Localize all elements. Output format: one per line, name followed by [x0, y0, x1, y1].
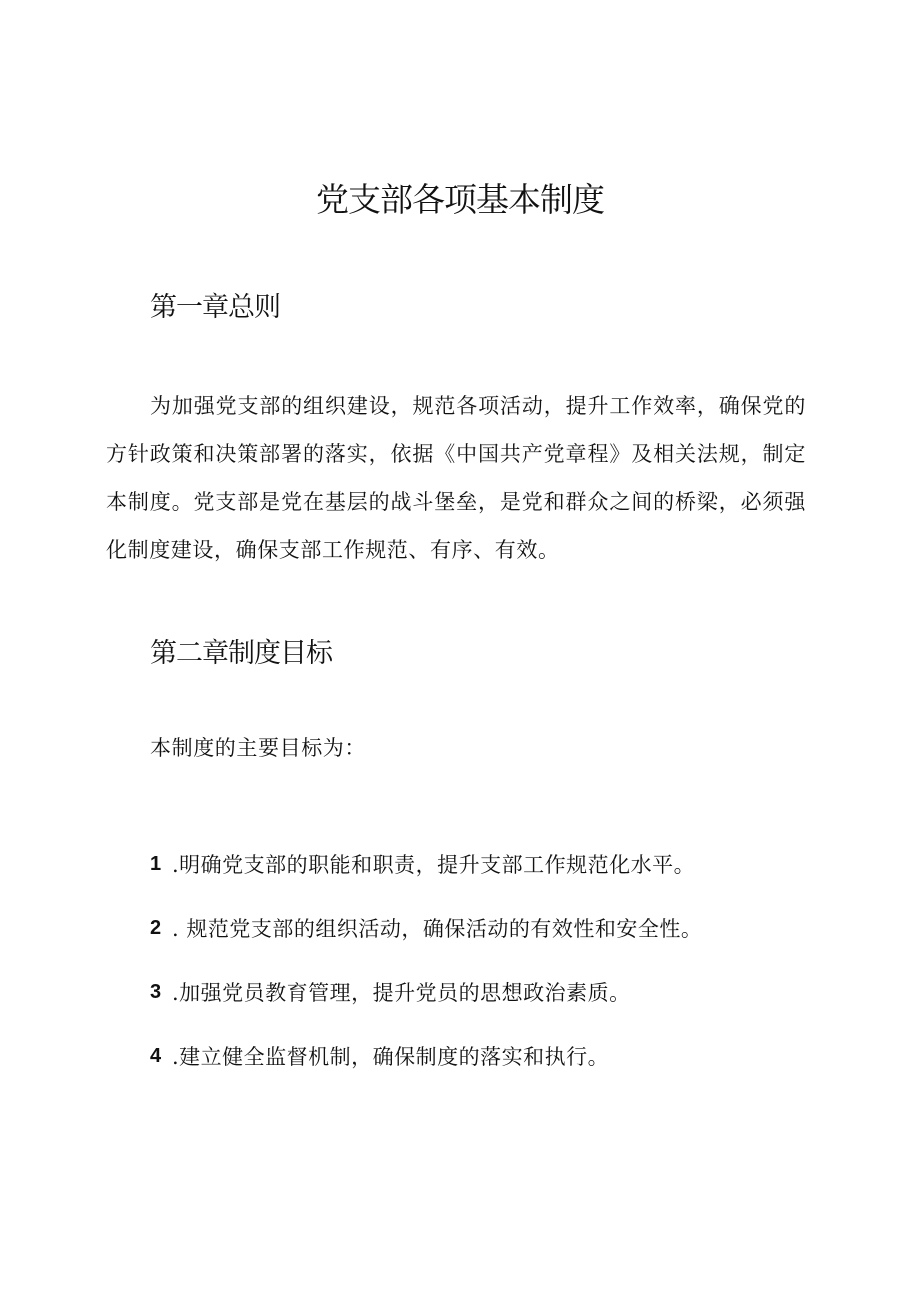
chapter-2-intro: 本制度的主要目标为：: [150, 736, 366, 760]
list-item-text: .加强党员教育管理，提升党员的思想政治素质。: [172, 981, 631, 1005]
chapter-1-heading: 第一章总则: [150, 292, 280, 323]
list-item-number: 4: [150, 1044, 162, 1067]
list-item-number: 2: [150, 916, 162, 939]
list-item-number: 1: [150, 852, 162, 875]
chapter-2-heading: 第二章制度目标: [150, 638, 332, 669]
list-item: [150, 960, 702, 1024]
document-title: 党支部各项基本制度: [316, 180, 604, 219]
list-item-text: .明确党支部的职能和职责，提升支部工作规范化水平。: [172, 853, 696, 877]
list-item: [150, 896, 702, 960]
list-item: [150, 832, 702, 896]
list-item-text: .建立健全监督机制，确保制度的落实和执行。: [172, 1045, 610, 1069]
list-item-text: . 规范党支部的组织活动，确保活动的有效性和安全性。: [172, 917, 703, 941]
chapter-1-paragraph: 为加强党支部的组织建设，规范各项活动，提升工作效率，确保党的方针政策和决策部署的落实，依据《中国共产党章程》及相关法规，制定本制度。党支部是党在基层的战斗堡垒，是党和群众之间的桥梁，必须强化制度建设，确保支部工作规范、有序、有效。: [106, 394, 806, 562]
list-item: [150, 1024, 702, 1088]
objectives-list: [150, 832, 702, 1088]
list-item-number: 3: [150, 980, 162, 1003]
